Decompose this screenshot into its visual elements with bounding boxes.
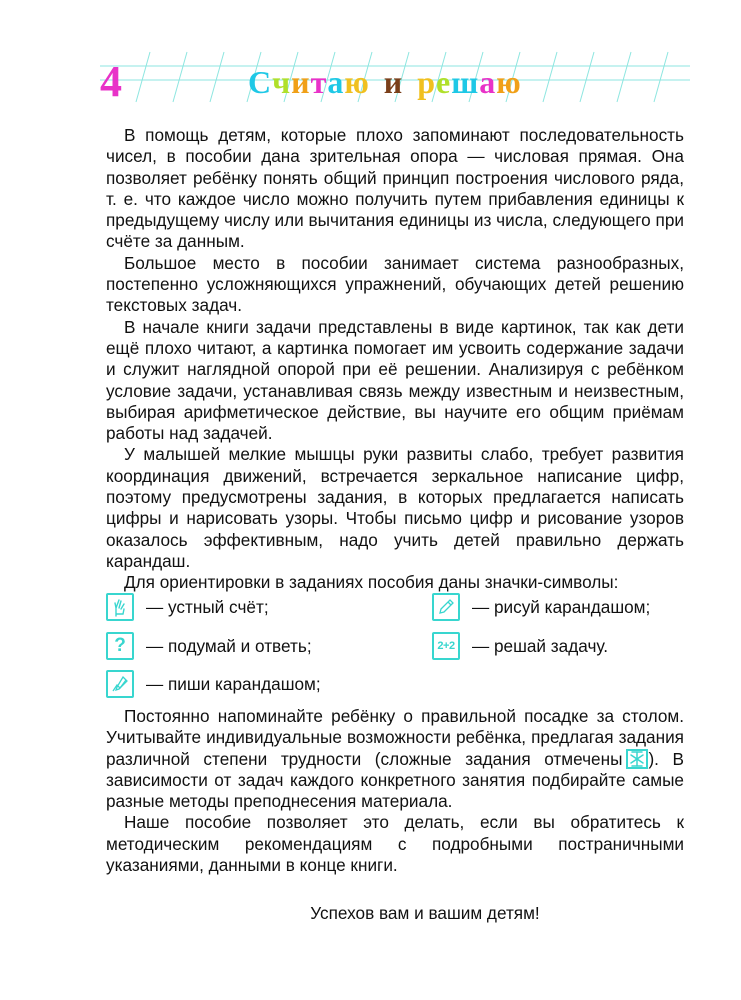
title-letter: ш xyxy=(451,64,480,100)
paragraph: У малышей мелкие мышцы руки развиты слабо, требует развития координация движений, встречается зеркальное написание цифр, поэтому предусмотрены задания, в которых предлагается написать цифры и нарисовать узоры. Чтобы письмо цифр и рисование узоров оказалось эффективным, надо учить детей правильно держать карандаш. xyxy=(106,444,684,571)
paragraph: В начале книги задачи представлены в виде картинок, так как дети ещё плохо читают, а картинка помогает им усвоить содержание задачи и служит наглядной опорой при её решении. Анализируя с ребёнком условие задачи, устанавливая связь между известным и неизвестным, выбирая арифметическое действие, вы научите его общим приёмам работы над задачей. xyxy=(106,316,684,444)
intro-text xyxy=(106,125,684,594)
title-letter: е xyxy=(436,64,452,100)
title-letter: р xyxy=(417,64,436,100)
page-title xyxy=(248,66,522,98)
legend-label: — устный счёт; xyxy=(146,596,269,617)
title-letter: С xyxy=(248,64,273,100)
legend-item xyxy=(106,591,269,623)
hand-counting-icon xyxy=(106,593,134,621)
symbol-legend xyxy=(106,588,686,698)
legend-item xyxy=(106,630,312,662)
task-sum-icon: 2+2 xyxy=(432,632,460,660)
title-letter: ч xyxy=(272,64,292,100)
legend-item xyxy=(106,668,321,700)
page-header xyxy=(0,40,741,120)
legend-label: — рисуй карандашом; xyxy=(472,596,651,617)
title-letter: и xyxy=(383,64,404,100)
advice-text xyxy=(106,706,684,876)
paragraph: Большое место в пособии занимает система разнообразных, постепенно усложняющихся упражнений, обучающих детей решению текстовых задач. xyxy=(106,252,684,316)
title-letter: ю xyxy=(344,64,370,100)
page-number: 4 xyxy=(100,57,122,106)
paragraph: В помощь детям, которые плохо запоминают последовательность чисел, в пособии дана зрительная опора — числовая прямая. Она позволяет ребёнку понять общий принцип построения числового ряда, т. е. что каждое число можно получить путем прибавления единицы к предыдущему числу или вычитания единицы из числа, следующего при счёте за данным. xyxy=(106,125,684,252)
title-letter: а xyxy=(479,64,497,100)
draw-pencil-icon xyxy=(432,593,460,621)
title-letter: и xyxy=(291,64,311,100)
legend-item xyxy=(432,630,608,662)
title-letter: ю xyxy=(496,64,522,100)
closing-line: Успехов вам и вашим детям! xyxy=(310,903,540,923)
title-letter: т xyxy=(310,64,328,100)
write-pencil-icon xyxy=(106,670,134,698)
paragraph: Наше пособие позволяет это делать, если вы обратитесь к методическим рекомендациям с подробными постраничными указаниями, данными в конце книги. xyxy=(106,812,684,876)
question-icon: ? xyxy=(106,632,134,660)
title-letter: а xyxy=(327,64,345,100)
legend-label: — пиши карандашом; xyxy=(146,673,321,694)
legend-item xyxy=(432,591,650,623)
legend-label: — подумай и ответь; xyxy=(146,635,312,656)
hard-task-star-icon xyxy=(626,749,648,769)
legend-label: — решай задачу. xyxy=(472,635,609,656)
paragraph: Для ориентировки в заданиях пособия даны значки-символы: xyxy=(124,572,619,593)
paragraph: Постоянно напоминайте ребёнку о правильной посадке за столом. Учитывайте индивидуальные возможности ребёнка, предлагая задания различной степени трудности (сложные задания отмечены ). В зависимости от задач каждого конкретного занятия подбирайте самые разные методы преподнесения материала. xyxy=(106,706,684,812)
